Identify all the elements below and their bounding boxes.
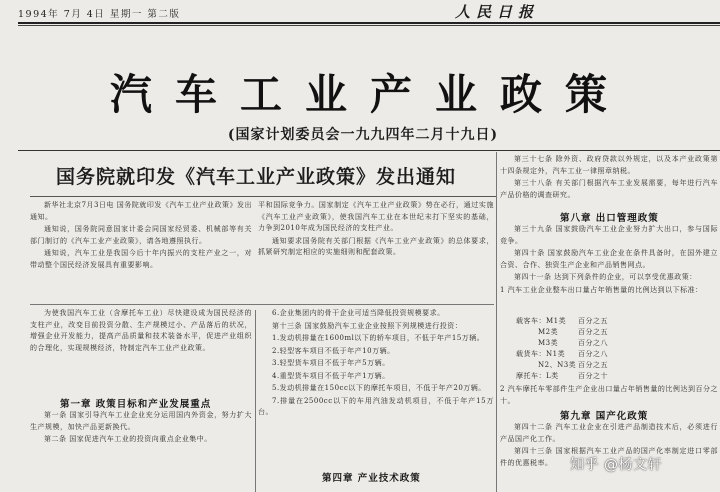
paragraph: 平和国际竞争力。国家制定《汽车工业产业政策》势在必行，通过实施《汽车工业产业政策》，使我国汽车工业在本世纪末打下坚实的基础，力争到2010年成为国民经济的支柱产业。 xyxy=(258,201,494,232)
notice-column-1 xyxy=(30,200,252,300)
policy-column-3-top xyxy=(500,154,718,208)
policy-preamble xyxy=(30,308,252,388)
paragraph: 第三十九条 国家鼓励汽车工业企业努力扩大出口，参与国际竞争。 xyxy=(500,225,718,245)
table-cell: N2、N3类 xyxy=(538,361,577,369)
column-divider xyxy=(255,310,256,492)
paragraph: 1.发动机排量在1600ml以下的轿车项目，不低于年产15万辆。 xyxy=(272,334,485,342)
paragraph: 第三十八条 有关部门根据汽车工业发展需要，每年进行汽车产品价格的调查研究。 xyxy=(500,179,718,199)
paragraph: 2.轻型客车项目不低于年产10万辆。 xyxy=(272,346,395,355)
paragraph: 7.排量在2500cc以下的车用汽油发动机项目，不低于年产15万台。 xyxy=(258,396,494,416)
paragraph: 第十三条 国家鼓励汽车工业企业按照下列规模进行投资： xyxy=(272,321,463,330)
notice-title: 国务院就印发《汽车工业产业政策》发出通知 xyxy=(56,166,457,188)
table-row xyxy=(508,371,708,382)
paragraph: 5.发动机排量在150cc以下的摩托车项目，不低于年产20万辆。 xyxy=(272,384,486,392)
paragraph: 新华社北京7月3日电 国务院就印发《汽车工业产业政策》发出通知。 xyxy=(30,201,252,221)
table-cell: 摩托车：L类 xyxy=(516,372,559,380)
table-cell: 载货车：N1类 xyxy=(516,350,566,358)
policy-column-3-parts xyxy=(500,384,718,408)
table-cell: 百分之五 xyxy=(578,328,608,336)
paragraph: 4.重型货车项目不低于年产1万辆。 xyxy=(272,371,390,380)
notice-column-2 xyxy=(258,200,494,300)
headline-rule xyxy=(18,150,720,151)
table-row xyxy=(508,327,708,338)
table-cell: 百分之八 xyxy=(578,350,608,358)
paragraph: 3.轻型货车项目不低于年产5万辆。 xyxy=(272,359,390,367)
policy-column-3-export xyxy=(500,224,718,314)
paragraph: 通知说，汽车工业是我国今后十年内振兴的支柱产业之一，对带动整个国民经济发展具有重要影响。 xyxy=(30,249,252,269)
table-cell: M2类 xyxy=(538,328,559,336)
paragraph: 1 汽车工业企业整车出口量占年销售量的比例达到以下标准： xyxy=(500,285,703,294)
paragraph: 通知要求国务院有关部门根据《汽车工业产业政策》的总体要求，抓紧研究制定相应的实施细则和配套政策。 xyxy=(258,236,494,256)
masthead-rule xyxy=(18,22,720,24)
table-row xyxy=(508,360,708,371)
paragraph: 为使我国汽车工业（含摩托车工业）尽快建设成为国民经济的支柱产业，改变目前投资分散、生产规模过小、产品落后的状况，增强企业开发能力，提高产品质量和技术装备水平，促进产业组织的合理化，实现规模经济，特制定汽车工业产业政策。 xyxy=(30,309,252,352)
table-row xyxy=(508,349,708,360)
newspaper-name: 人民日报 xyxy=(455,3,540,21)
paragraph: 第四十二条 汽车工业企业在引进产品制造技术后，必须进行产品国产化工作。 xyxy=(500,423,718,443)
masthead-rule-thin xyxy=(18,25,720,26)
table-row xyxy=(508,316,708,327)
zhihu-watermark: 知乎 @杨文轩 xyxy=(570,457,662,473)
export-ratio-table xyxy=(508,316,708,382)
paragraph: 2 汽车摩托车零部件生产企业出口量占年销售量的比例达到百分之十。 xyxy=(500,385,718,405)
paragraph: 第一条 国家引导汽车工业企业充分运用国内外资金，努力扩大生产规模，加快产品更新换代。 xyxy=(30,411,252,431)
paragraph: 第四十条 国家鼓励汽车工业企业在条件具备时，在国外建立合资、合作、独资生产企业和产品销售网点。 xyxy=(500,249,718,269)
table-cell: 百分之五 xyxy=(578,317,608,325)
policy-column-1 xyxy=(30,410,252,488)
sub-headline: (国家计划委员会一九九四年二月十九日) xyxy=(227,127,499,143)
chapter-heading-1: 第一章 政策目标和产业发展重点 xyxy=(60,399,212,410)
section-divider xyxy=(30,304,494,305)
paragraph: 第三十七条 除外资、政府贷款以外规定，以及本产业政策第十四条规定外，汽车工业一律照章纳税。 xyxy=(500,155,718,175)
table-cell: 百分之五 xyxy=(578,361,608,369)
paragraph: 第四十三条 国家根据汽车工业产品的国产化率制定进口零部件的优惠税率。 xyxy=(500,447,718,467)
table-cell: 百分之八 xyxy=(578,339,608,347)
table-cell: 百分之十 xyxy=(578,372,608,380)
chapter-heading-9: 第九章 国产化政策 xyxy=(560,411,649,422)
paragraph: 第二条 国家促进汽车工业的投资向重点企业集中。 xyxy=(44,435,212,443)
notice-rule xyxy=(30,196,496,197)
table-cell: 载客车：M1类 xyxy=(516,317,567,325)
chapter-heading-8: 第八章 出口管理政策 xyxy=(560,213,659,224)
dateline: 1994年 7月 4日 星期一 第二版 xyxy=(18,9,181,20)
policy-column-2 xyxy=(258,308,494,468)
paragraph: 通知说，国务院同意国家计委会同国家经贸委、机械部等有关部门制订的《汽车工业产业政策》，请各地遵照执行。 xyxy=(30,225,252,245)
main-headline: 汽车工业产业政策 xyxy=(109,70,630,119)
paragraph: 第四十一条 达到下列条件的企业，可以享受优惠政策： xyxy=(514,273,697,281)
table-row xyxy=(508,338,708,349)
column-divider xyxy=(496,152,497,492)
table-cell: M3类 xyxy=(538,339,559,347)
paragraph: 6.企业集团内的骨干企业可适当降低投资规模要求。 xyxy=(272,309,445,317)
chapter-heading-4: 第四章 产业技术政策 xyxy=(322,473,421,484)
